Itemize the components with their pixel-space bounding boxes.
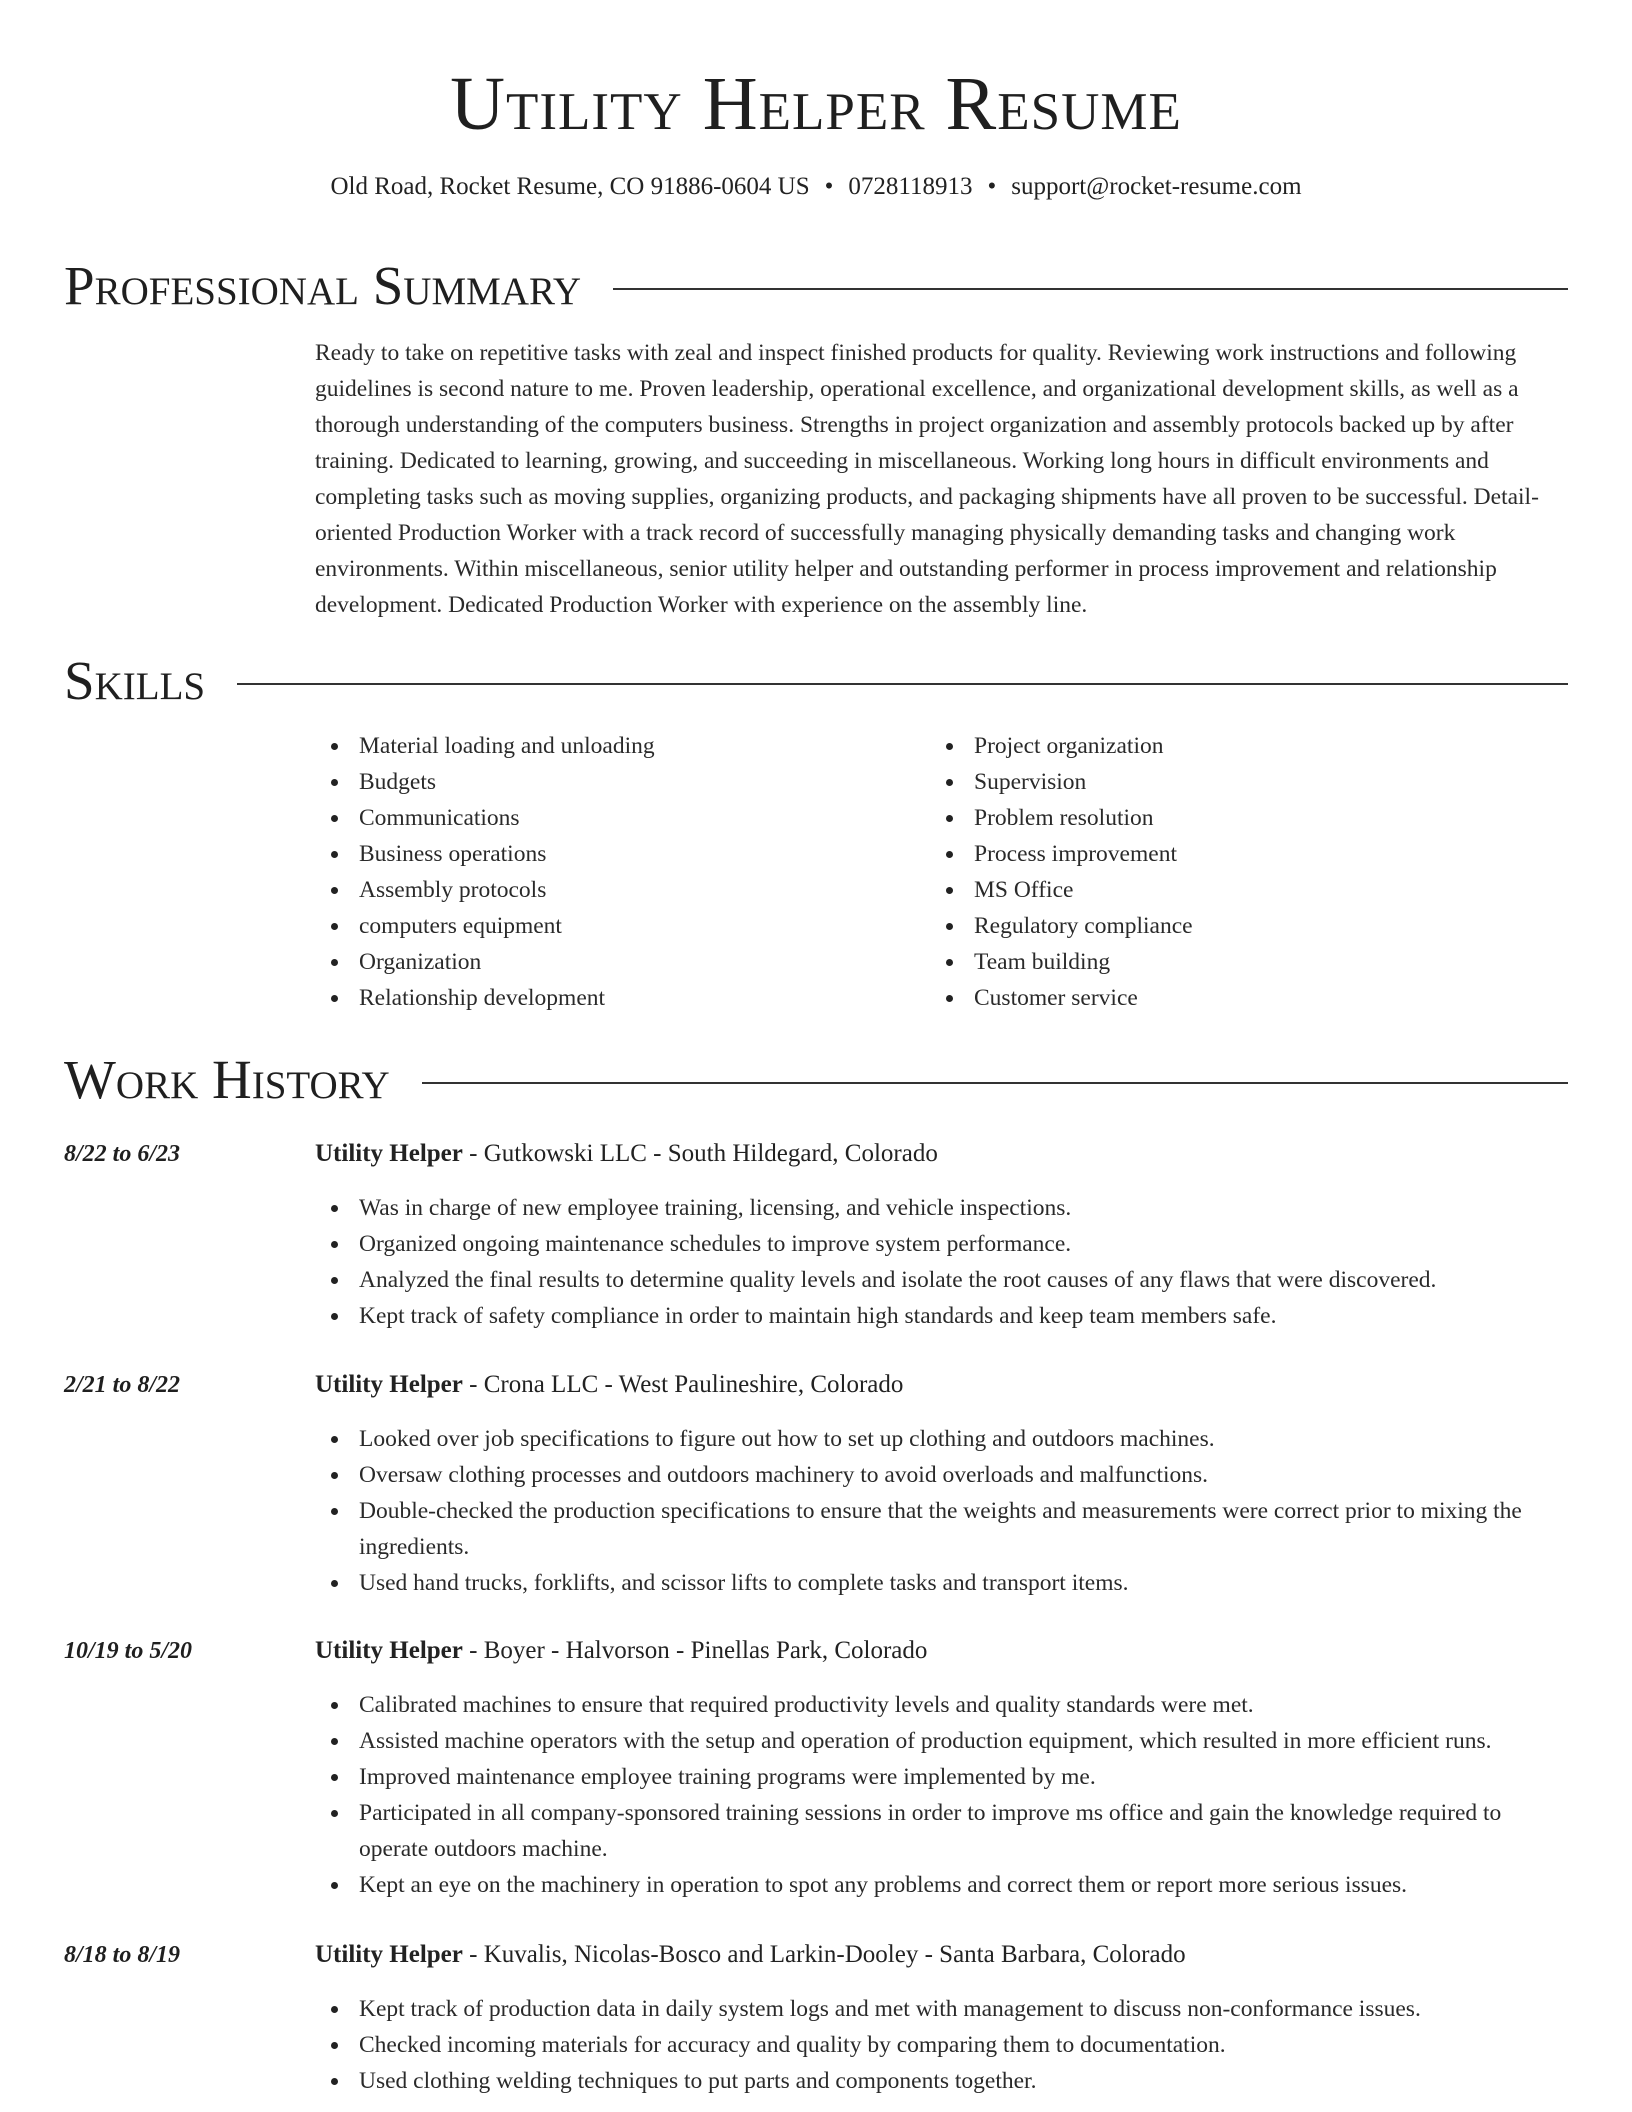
summary-section-header: [64, 255, 1568, 316]
job-dates: 8/18 to 8/19: [64, 1942, 181, 1968]
job-title-line: [315, 1633, 927, 1669]
work-section-header: [64, 1049, 1568, 1110]
contact-separator: •: [987, 173, 997, 200]
skill-item: Business operations: [315, 836, 915, 872]
job-bullet: Used clothing welding techniques to put parts and components together.: [315, 2063, 1568, 2099]
job-employer: - Boyer - Halvorson - Pinellas Park, Colorado: [462, 1637, 928, 1664]
section-divider: [237, 683, 1568, 685]
skill-item: Supervision: [930, 764, 1530, 800]
resume-title: Utility Helper Resume: [450, 62, 1182, 146]
job-dates: 10/19 to 5/20: [64, 1638, 193, 1664]
skill-item: Problem resolution: [930, 800, 1530, 836]
job-bullet: Double-checked the production specifications to ensure that the weights and measurements were correct prior to mixing the ingredients.: [315, 1493, 1568, 1565]
summary-text: Ready to take on repetitive tasks with zeal and inspect finished products for quality. Reviewing work instructions and following guidelines is second nature to me. Proven leadership, operational excellence, and organizational development skills, as well as a thorough understanding of the computers business. Strengths in project organization and assembly protocols backed up by after training. Dedicated to learning, growing, and succeeding in miscellaneous. Working long hours in difficult environments and completing tasks such as moving supplies, organizing products, and packaging shipments have all proven to be successful. Detail-oriented Production Worker with a track record of successfully managing physically demanding tasks and changing work environments. Within miscellaneous, senior utility helper and outstanding performer in process improvement and relationship development. Dedicated Production Worker with experience on the assembly line.: [315, 340, 1539, 618]
job-dates: 8/22 to 6/23: [64, 1141, 181, 1167]
section-divider: [422, 1082, 1568, 1084]
resume-page: [64, 0, 1568, 2094]
job-bullet: Checked incoming materials for accuracy and quality by comparing them to documentation.: [315, 2027, 1568, 2063]
job-bullet: Used hand trucks, forklifts, and scissor lifts to complete tasks and transport items.: [315, 1565, 1568, 1601]
contact-phone: 0728118913: [848, 173, 973, 200]
skill-item: Relationship development: [315, 980, 915, 1016]
job-employer: - Crona LLC - West Paulineshire, Colorado: [462, 1371, 904, 1398]
job-bullet: Analyzed the final results to determine quality levels and isolate the root causes of any flaws that were discovered.: [315, 1262, 1568, 1298]
skill-item: Regulatory compliance: [930, 908, 1530, 944]
skill-item: MS Office: [930, 872, 1530, 908]
job-bullets: [315, 1687, 1568, 1903]
contact-address: Old Road, Rocket Resume, CO 91886-0604 US: [330, 173, 810, 200]
skills-section-header: [64, 650, 1568, 711]
job-bullets: [315, 1190, 1568, 1334]
skill-item: Project organization: [930, 728, 1530, 764]
skill-item: Process improvement: [930, 836, 1530, 872]
skills-list-right: [930, 728, 1530, 1016]
job-role: Utility Helper: [315, 1140, 463, 1167]
job-dates: 2/21 to 8/22: [64, 1372, 181, 1398]
job-bullets: [315, 1421, 1568, 1601]
job-role: Utility Helper: [315, 1371, 463, 1398]
skill-item: Team building: [930, 944, 1530, 980]
contact-email[interactable]: support@rocket-resume.com: [1011, 173, 1302, 200]
contact-line: [64, 172, 1568, 202]
section-divider: [613, 288, 1568, 290]
skill-item: computers equipment: [315, 908, 915, 944]
job-bullet: Kept track of production data in daily system logs and met with management to discuss non-conformance issues.: [315, 1991, 1568, 2027]
job-bullet: Participated in all company-sponsored training sessions in order to improve ms office and gain the knowledge required to operate outdoors machine.: [315, 1795, 1568, 1867]
skills-list-left: [315, 728, 915, 1016]
job-bullets: [315, 1991, 1568, 2099]
job-bullet: Kept an eye on the machinery in operation to spot any problems and correct them or report more serious issues.: [315, 1867, 1568, 1903]
skill-item: Customer service: [930, 980, 1530, 1016]
job-bullet: Assisted machine operators with the setup and operation of production equipment, which resulted in more efficient runs.: [315, 1723, 1568, 1759]
skill-item: Assembly protocols: [315, 872, 915, 908]
job-bullet: Was in charge of new employee training, licensing, and vehicle inspections.: [315, 1190, 1568, 1226]
job-role: Utility Helper: [315, 1941, 463, 1968]
job-bullet: Improved maintenance employee training programs were implemented by me.: [315, 1759, 1568, 1795]
job-title-line: [315, 1367, 903, 1403]
job-employer: - Gutkowski LLC - South Hildegard, Colorado: [462, 1140, 938, 1167]
job-title-line: [315, 1136, 938, 1172]
job-bullet: Organized ongoing maintenance schedules to improve system performance.: [315, 1226, 1568, 1262]
skill-item: Budgets: [315, 764, 915, 800]
job-bullet: Kept track of safety compliance in order to maintain high standards and keep team members safe.: [315, 1298, 1568, 1334]
skill-item: Communications: [315, 800, 915, 836]
skill-item: Material loading and unloading: [315, 728, 915, 764]
job-bullet: Calibrated machines to ensure that required productivity levels and quality standards were met.: [315, 1687, 1568, 1723]
summary-heading: Professional Summary: [64, 255, 582, 316]
job-role: Utility Helper: [315, 1637, 463, 1664]
job-bullet: Oversaw clothing processes and outdoors machinery to avoid overloads and malfunctions.: [315, 1457, 1568, 1493]
job-bullet: Looked over job specifications to figure out how to set up clothing and outdoors machines.: [315, 1421, 1568, 1457]
job-employer: - Kuvalis, Nicolas-Bosco and Larkin-Dooley - Santa Barbara, Colorado: [462, 1941, 1186, 1968]
job-title-line: [315, 1937, 1186, 1973]
work-heading: Work History: [64, 1049, 390, 1110]
skills-heading: Skills: [64, 650, 206, 711]
contact-separator: •: [824, 173, 834, 200]
skill-item: Organization: [315, 944, 915, 980]
